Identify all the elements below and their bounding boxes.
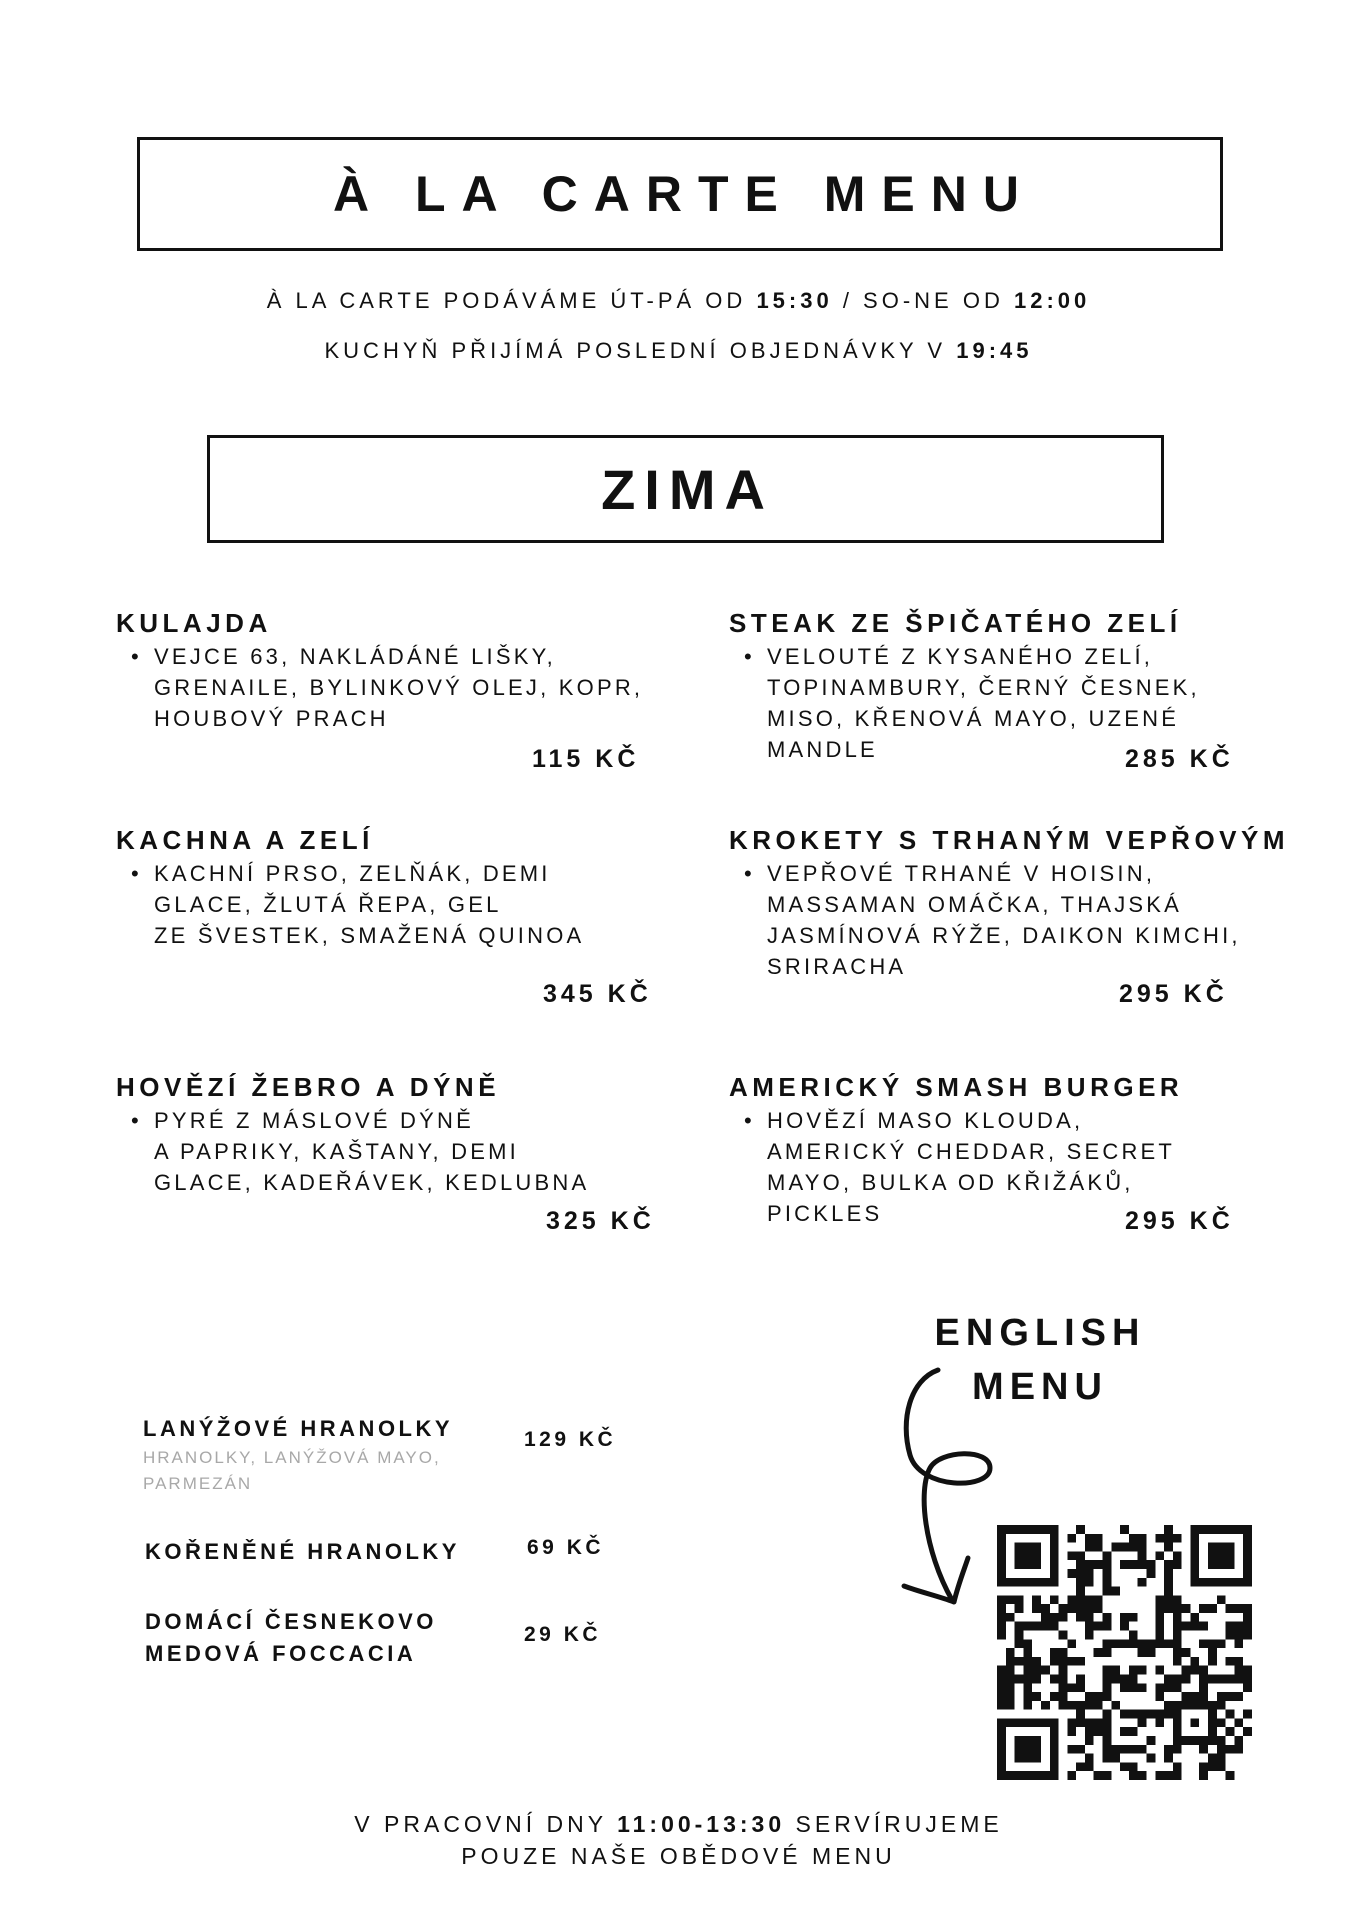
- dish-name: KACHNA A ZELÍ: [116, 825, 374, 855]
- side-name: MEDOVÁ FOCCACIA: [145, 1641, 417, 1666]
- dish-description: [744, 858, 1289, 982]
- dish-item: [729, 825, 1289, 982]
- footer-line-1: [0, 1808, 1357, 1840]
- bullet-icon: •: [131, 861, 142, 886]
- dish-item: [116, 825, 584, 951]
- dish-price: 325 KČ: [546, 1207, 655, 1235]
- main-title-box: [137, 137, 1223, 251]
- dish-item: [729, 608, 1200, 765]
- bullet-icon: •: [131, 1108, 142, 1133]
- desc-line: HOUBOVÝ PRACH: [154, 706, 389, 731]
- last-order-time: 19:45: [956, 338, 1033, 363]
- dish-description: [744, 1105, 1183, 1229]
- dish-name: KULAJDA: [116, 608, 272, 638]
- dish-price: 345 KČ: [543, 980, 652, 1008]
- serving-hours-sep: / SO-NE OD: [832, 288, 1014, 313]
- desc-line: PYRÉ Z MÁSLOVÉ DÝNĚ: [154, 1108, 474, 1133]
- footer-line-2: POUZE NAŠE OBĚDOVÉ MENU: [461, 1843, 896, 1869]
- desc-line: MANDLE: [767, 737, 878, 762]
- desc-line: KACHNÍ PRSO, ZELŇÁK, DEMI: [154, 861, 551, 886]
- dish-name: KROKETY S TRHANÝM VEPŘOVÝM: [729, 825, 1290, 855]
- dish-item: [729, 1072, 1183, 1229]
- footer-text: SERVÍRUJEME: [785, 1811, 1003, 1837]
- dish-price: 285 KČ: [1125, 745, 1234, 773]
- serving-time-weekday: 15:30: [756, 288, 833, 313]
- last-order-info: [0, 338, 1357, 364]
- desc-line: HOVĚZÍ MASO KLOUDA,: [767, 1108, 1084, 1133]
- side-price: 29 KČ: [524, 1623, 602, 1646]
- dish-price: 295 KČ: [1125, 1207, 1234, 1235]
- dish-price: 115 KČ: [532, 745, 640, 773]
- dish-description: [131, 641, 644, 734]
- page-title: À LA CARTE MENU: [332, 166, 1035, 222]
- desc-line: AMERICKÝ CHEDDAR, SECRET: [767, 1139, 1176, 1164]
- desc-line: TOPINAMBURY, ČERNÝ ČESNEK,: [767, 675, 1200, 700]
- side-note: PARMEZÁN: [143, 1474, 253, 1493]
- desc-line: SRIRACHA: [767, 954, 907, 979]
- serving-hours: [0, 288, 1357, 314]
- dish-price: 295 KČ: [1119, 980, 1228, 1008]
- english-menu-line: MENU: [972, 1366, 1108, 1408]
- bullet-icon: •: [744, 1108, 755, 1133]
- dish-item: [116, 608, 643, 734]
- dish-name: AMERICKÝ SMASH BURGER: [729, 1072, 1184, 1102]
- side-name: KOŘENĚNÉ HRANOLKY: [145, 1539, 460, 1564]
- qr-code-icon[interactable]: [997, 1525, 1252, 1780]
- desc-line: ZE ŠVESTEK, SMAŽENÁ QUINOA: [154, 923, 585, 948]
- desc-line: VELOUTÉ Z KYSANÉHO ZELÍ,: [767, 644, 1154, 669]
- side-price: 69 KČ: [527, 1536, 605, 1559]
- desc-line: VEJCE 63, NAKLÁDÁNÉ LIŠKY,: [154, 644, 556, 669]
- footer-note: [0, 1808, 1357, 1872]
- season-title: ZIMA: [601, 457, 774, 521]
- desc-line: GLACE, KADEŘÁVEK, KEDLUBNA: [154, 1170, 590, 1195]
- bullet-icon: •: [744, 644, 755, 669]
- last-order-text: KUCHYŇ PŘIJÍMÁ POSLEDNÍ OBJEDNÁVKY V: [324, 338, 957, 363]
- dish-description: [131, 858, 585, 951]
- desc-line: MASSAMAN OMÁČKA, THAJSKÁ: [767, 892, 1183, 917]
- desc-line: GLACE, ŽLUTÁ ŘEPA, GEL: [154, 892, 502, 917]
- desc-line: MAYO, BULKA OD KŘIŽÁKŮ,: [767, 1170, 1134, 1195]
- side-item: [145, 1606, 437, 1670]
- serving-time-weekend: 12:00: [1013, 288, 1091, 313]
- desc-line: GRENAILE, BYLINKOVÝ OLEJ, KOPR,: [154, 675, 644, 700]
- desc-line: MISO, KŘENOVÁ MAYO, UZENÉ: [767, 706, 1180, 731]
- footer-text: V PRACOVNÍ DNY: [354, 1811, 618, 1837]
- side-item: [145, 1536, 460, 1568]
- dish-description: [131, 1105, 590, 1198]
- dish-name: STEAK ZE ŠPIČATÉHO ZELÍ: [729, 608, 1182, 638]
- bullet-icon: •: [744, 861, 755, 886]
- footer-time: 11:00-13:30: [617, 1811, 786, 1837]
- serving-hours-text: À LA CARTE PODÁVÁME ÚT-PÁ OD: [266, 288, 757, 313]
- desc-line: A PAPRIKY, KAŠTANY, DEMI: [154, 1139, 519, 1164]
- side-name: DOMÁCÍ ČESNEKOVO: [145, 1609, 437, 1634]
- side-note: HRANOLKY, LANÝŽOVÁ MAYO,: [143, 1448, 441, 1467]
- season-box: [207, 435, 1164, 543]
- dish-name: HOVĚZÍ ŽEBRO A DÝNĚ: [116, 1072, 501, 1102]
- desc-line: PICKLES: [767, 1201, 883, 1226]
- dish-item: [116, 1072, 589, 1198]
- desc-line: JASMÍNOVÁ RÝŽE, DAIKON KIMCHI,: [767, 923, 1241, 948]
- desc-line: VEPŘOVÉ TRHANÉ V HOISIN,: [767, 861, 1156, 886]
- side-item: [143, 1413, 453, 1497]
- bullet-icon: •: [131, 644, 142, 669]
- side-name: LANÝŽOVÉ HRANOLKY: [143, 1416, 454, 1441]
- english-menu-line: ENGLISH: [934, 1312, 1146, 1354]
- side-price: 129 KČ: [524, 1428, 617, 1451]
